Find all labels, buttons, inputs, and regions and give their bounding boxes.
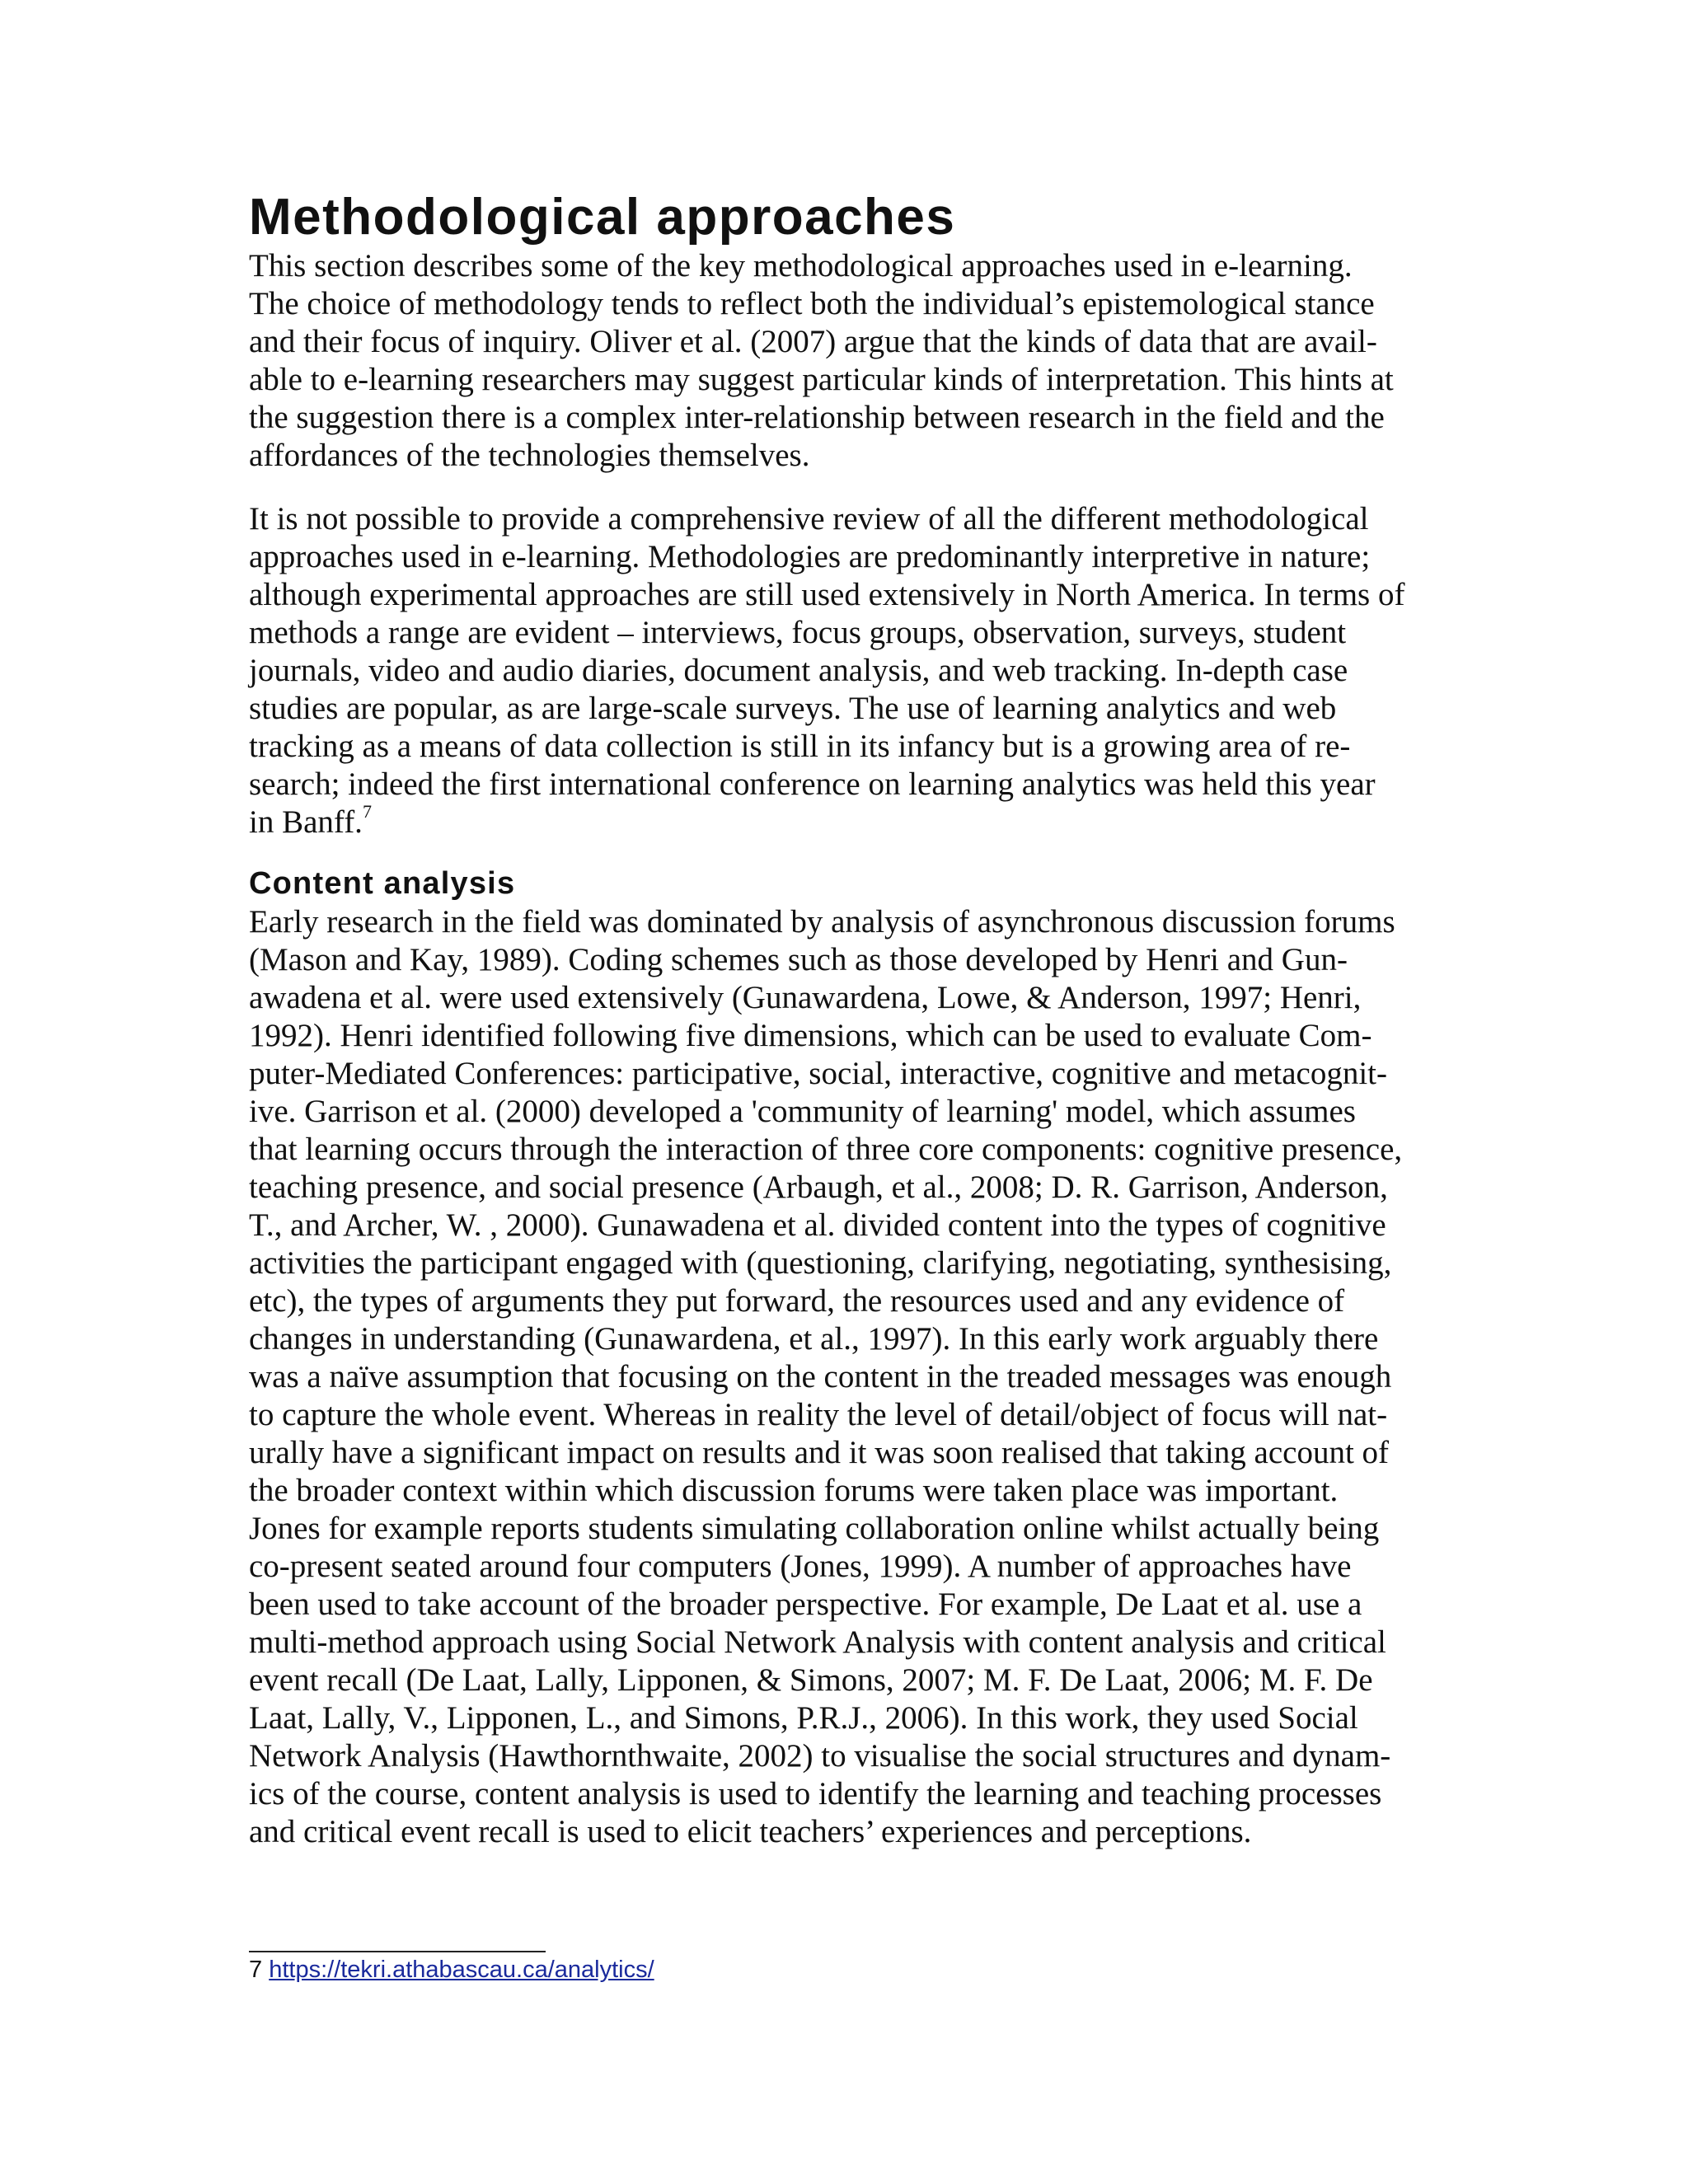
text-line: tracking as a means of data collection is still in its infancy but is a growing area of re- xyxy=(249,729,1351,764)
text-line: methods a range are evident – interviews, focus groups, observation, surveys, student xyxy=(249,615,1347,650)
content-analysis-paragraph xyxy=(249,903,1402,1851)
text-line: It is not possible to provide a comprehensive review of all the different methodological xyxy=(249,501,1369,537)
text-line: 1992). Henri identified following five dimensions, which can be used to evaluate Com- xyxy=(249,1018,1372,1053)
intro-paragraph xyxy=(249,247,1394,475)
text-line: event recall (De Laat, Lally, Lipponen, & Simons, 2007; M. F. De Laat, 2006; M. F. De xyxy=(249,1662,1373,1698)
text-line: search; indeed the first international conference on learning analytics was held this year xyxy=(249,766,1376,802)
footnote-divider xyxy=(249,1951,546,1952)
text-line: and their focus of inquiry. Oliver et al. (2007) argue that the kinds of data that are avail- xyxy=(249,324,1377,359)
text-line: the broader context within which discussion forums were taken place was important. xyxy=(249,1473,1339,1508)
text-line: although experimental approaches are still used extensively in North America. In terms of xyxy=(249,577,1405,612)
footnote xyxy=(249,1955,654,1985)
text-line: to capture the whole event. Whereas in reality the level of detail/object of focus will nat- xyxy=(249,1397,1388,1432)
text-line: activities the participant engaged with (questioning, clarifying, negotiating, synthesising, xyxy=(249,1245,1392,1281)
text-line xyxy=(249,801,1404,841)
section-subheading: Content analysis xyxy=(249,866,516,901)
text-line: This section describes some of the key methodological approaches used in e-learning. xyxy=(249,248,1353,284)
text-line: co-present seated around four computers (Jones, 1999). A number of approaches have xyxy=(249,1549,1352,1584)
footnote-number: 7 xyxy=(249,1957,263,1983)
text-line: affordances of the technologies themselves. xyxy=(249,438,810,473)
text-line: studies are popular, as are large-scale surveys. The use of learning analytics and web xyxy=(249,691,1337,726)
text-line: was a naïve assumption that focusing on the content in the treaded messages was enough xyxy=(249,1359,1392,1394)
text-line: journals, video and audio diaries, document analysis, and web tracking. In-depth case xyxy=(249,653,1348,688)
text-line: Network Analysis (Hawthornthwaite, 2002) to visualise the social structures and dynam- xyxy=(249,1738,1391,1774)
text-line: urally have a significant impact on results and it was soon realised that taking account of xyxy=(249,1435,1390,1470)
methods-paragraph xyxy=(249,500,1404,841)
text-line: teaching presence, and social presence (Arbaugh, et al., 2008; D. R. Garrison, Anderson, xyxy=(249,1169,1388,1205)
text-line: that learning occurs through the interaction of three core components: cognitive presence, xyxy=(249,1132,1403,1167)
text-line: The choice of methodology tends to reflect both the individual’s epistemological stance xyxy=(249,286,1375,321)
text-line: multi-method approach using Social Network Analysis with content analysis and critical xyxy=(249,1624,1386,1660)
text-line: ics of the course, content analysis is used to identify the learning and teaching processes xyxy=(249,1776,1382,1811)
text-line: changes in understanding (Gunawardena, et al., 1997). In this early work arguably there xyxy=(249,1321,1379,1357)
text-line: puter-Mediated Conferences: participative, social, interactive, cognitive and metacognit- xyxy=(249,1056,1387,1091)
text-line: awadena et al. were used extensively (Gunawardena, Lowe, & Anderson, 1997; Henri, xyxy=(249,980,1362,1015)
text-line: (Mason and Kay, 1989). Coding schemes such as those developed by Henri and Gun- xyxy=(249,942,1348,977)
text-line: ive. Garrison et al. (2000) developed a 'community of learning' model, which assumes xyxy=(249,1094,1356,1129)
page-title: Methodological approaches xyxy=(249,189,956,246)
footnote-reference[interactable]: 7 xyxy=(362,801,372,822)
text-line: been used to take account of the broader perspective. For example, De Laat et al. use a xyxy=(249,1586,1362,1622)
text-line: Early research in the field was dominated by analysis of asynchronous discussion forums xyxy=(249,904,1395,940)
text-line-end: in Banff. xyxy=(249,804,363,840)
text-line: Jones for example reports students simulating collaboration online whilst actually being xyxy=(249,1511,1380,1546)
text-line: approaches used in e-learning. Methodologies are predominantly interpretive in nature; xyxy=(249,539,1371,574)
text-line: the suggestion there is a complex inter-relationship between research in the field and the xyxy=(249,400,1385,435)
text-line: and critical event recall is used to elicit teachers’ experiences and perceptions. xyxy=(249,1814,1252,1849)
footnote-link[interactable]: https://tekri.athabascau.ca/analytics/ xyxy=(269,1957,654,1983)
text-line: able to e-learning researchers may suggest particular kinds of interpretation. This hints at xyxy=(249,362,1394,397)
text-line: etc), the types of arguments they put forward, the resources used and any evidence of xyxy=(249,1283,1345,1319)
text-line: T., and Archer, W. , 2000). Gunawadena et al. divided content into the types of cognitive xyxy=(249,1207,1386,1243)
text-line: Laat, Lally, V., Lipponen, L., and Simons, P.R.J., 2006). In this work, they used Social xyxy=(249,1700,1358,1736)
